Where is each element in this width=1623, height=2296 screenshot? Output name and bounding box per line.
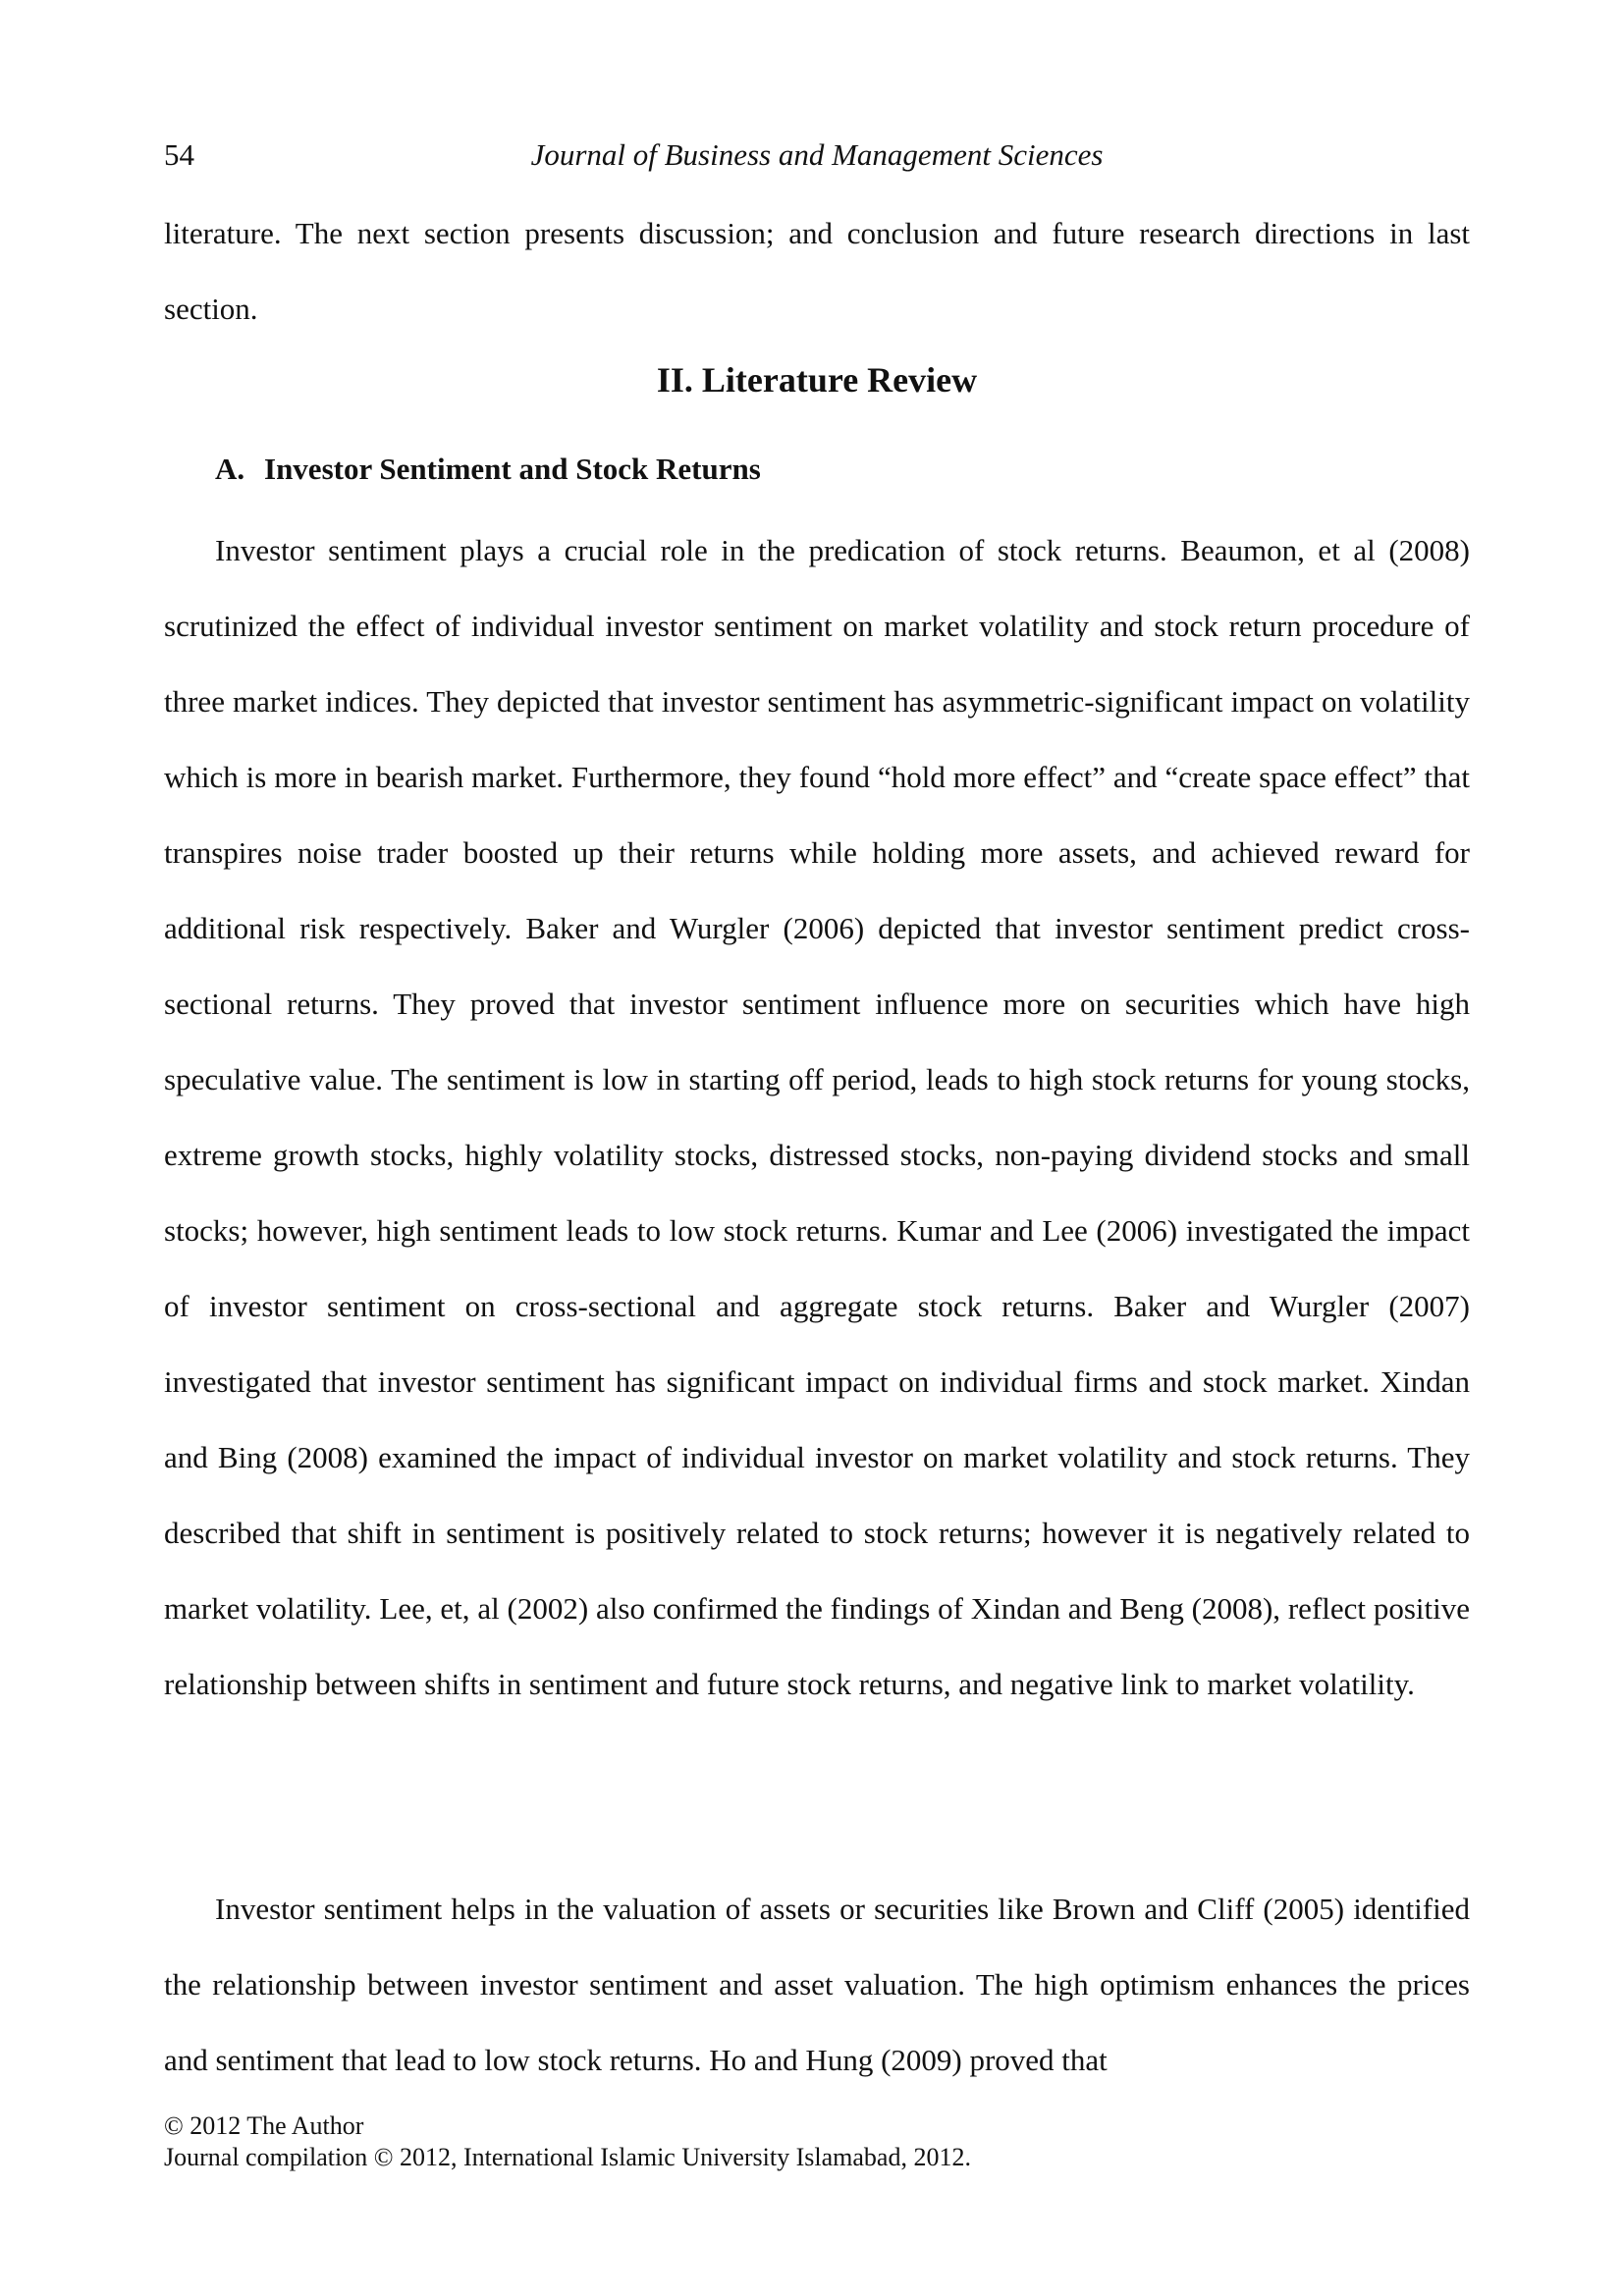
paragraph-text: Investor sentiment helps in the valuation of assets or securities like Brown and Cliff (2005) identified the relationship between investor sentiment and asset valuation. The high optimism enhances the prices and sentiment that lead to low stock returns. Ho and Hung (2009) proved that <box>164 1892 1470 2077</box>
section-heading: II. Literature Review <box>656 360 978 400</box>
running-head <box>164 137 1470 177</box>
subsection-title: Investor Sentiment and Stock Returns <box>264 452 761 486</box>
copyright-footer <box>164 2110 971 2173</box>
paragraph-text: Investor sentiment plays a crucial role in the predication of stock returns. Beaumon, et al (2008) scrutinized the effect of individual investor sentiment on market volatility and stock return procedure of three market indices. They depicted that investor sentiment has asymmetric-significant impact on volatility which is more in bearish market. Furthermore, they found “hold more effect” and “create space effect” that transpires noise trader boosted up their returns while holding more assets, and achieved reward for additional risk respectively. Baker and Wurgler (2006) depicted that investor sentiment predict cross- sectional returns. They proved that investor sentiment influence more on securities which have high speculative value. The sentiment is low in starting off period, leads to high stock returns for young stocks, extreme growth stocks, highly volatility stocks, distressed stocks, non-paying dividend stocks and small stocks; however, high sentiment leads to low stock returns. Kumar and Lee (2006) investigated the impact of investor sentiment on cross-sectional and aggregate stock returns. Baker and Wurgler (2007) investigated that investor sentiment has significant impact on individual firms and stock market. Xindan and Bing (2008) examined the impact of individual investor on market volatility and stock returns. They described that shift in sentiment is positively related to stock returns; however it is negatively related to market volatility. Lee, et, al (2002) also confirmed the findings of Xindan and Beng (2008), reflect positive relationship between shifts in sentiment and future stock returns, and negative link to market volatility. <box>164 533 1470 1701</box>
compilation-line: Journal compilation © 2012, International Islamic University Islamabad, 2012. <box>164 2143 971 2171</box>
subsection-heading <box>215 452 761 487</box>
intro-tail-paragraph <box>164 195 1470 347</box>
subsection-label: A. <box>215 452 245 486</box>
body-paragraph-1 <box>164 512 1470 1722</box>
page-number: 54 <box>164 137 194 172</box>
copyright-line: © 2012 The Author <box>164 2111 364 2140</box>
journal-title: Journal of Business and Management Sciences <box>530 137 1104 172</box>
body-paragraph-2 <box>164 1871 1470 2098</box>
intro-tail-text: literature. The next section presents discussion; and conclusion and future research directions in last section. <box>164 216 1470 326</box>
